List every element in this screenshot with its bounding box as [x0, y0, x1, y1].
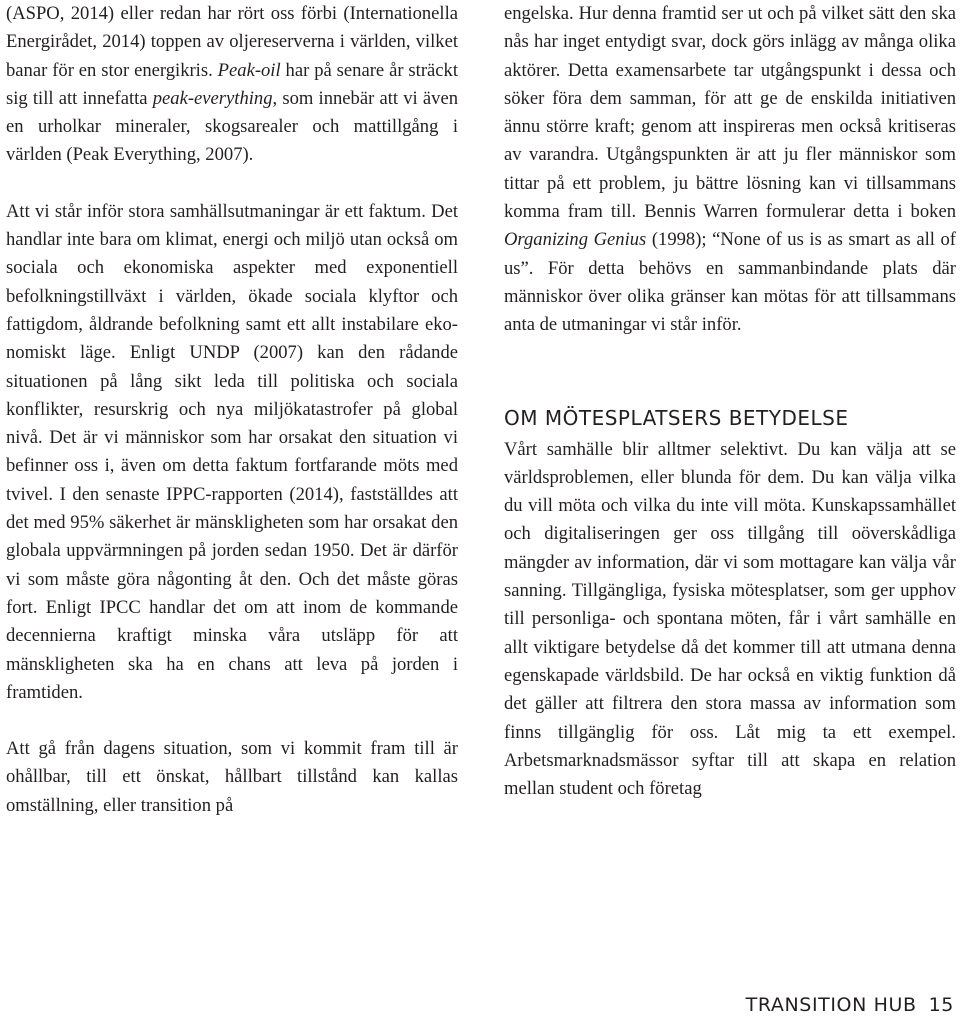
paragraph-text: (ASPO, 2014) eller redan har rört oss förbi (Internationella Energirådet, 2014) toppen av oljereserverna i världen, vilket banar för en stor energikris.: [6, 3, 458, 81]
paragraph: Att gå från dagens situation, som vi kommit fram till är ohållbar, till ett önskat, hållbart tillstånd kan kallas omställning, eller transition på: [6, 738, 458, 816]
page-footer: [746, 993, 954, 1017]
paragraph-text: har på senare år sträckt sig till att innefatta: [6, 59, 458, 109]
paragraph-text: engelska. Hur denna framtid ser ut och på vilket sätt den ska nås har inget entydigt svar, dock görs inlägg av många olika aktörer. Detta examensarbete tar utgångspunkt i dessa och söker föra dem samman, för att ge de enskilda initiativen ännu större kraft; genom att inspireras men också kritiseras av varandra. Utgångspunkten är att ju fler människor som tittar på ett problem, ju bättre lösning kan vi tillsammans komma fram till. Bennis Warren formulerar detta i boken: [504, 3, 956, 223]
italic-book-title: Organizing Genius: [504, 229, 647, 251]
paragraph-text: , som innebär att vi även en urholkar mineraler, skogsarealer och mattillgång i världen (Peak Everything, 2007).: [6, 87, 458, 166]
italic-term: peak-everything: [152, 87, 273, 109]
paragraph-text: (1998); “None of us is as smart as all of us”. För detta behövs en sammanbindande plats där människor över olika gränser kan mötas för att tillsammans anta de utmaningar vi står inför.: [504, 229, 956, 336]
paragraph: Att vi står inför stora samhällsutmaningar är ett faktum. Det handlar inte bara om klimat, energi och miljö utan också om sociala och ekonomiska aspekter med exponentiell befolkningstillväxt i världen, ökade sociala klyftor och fattigdom, åldrande befolkning samt ett allt instabilare ekonomiskt läge. Enligt UNDP (2007) kan den rådande situationen på lång sikt leda till politiska och sociala konflikter, resurskrig och nya miljökatastrofer på global nivå. Det är vi människor som har orsakat den situation vi befinner oss i, även om detta faktum fortfarande möts med tvivel. I den senaste IPPC-rapporten (2014), fastställdes att det med 95% säkerhet är mänskligheten som har orsakat den globala uppvärmningen på jorden sedan 1950. Det är därför vi som måste göra någonting åt den. Och det måste göras fort. Enligt IPCC handlar det om att inom de kommande decennierna kraftigt minska våra utsläpp för att mänskligheten ska ha en chans att leva på jorden i framtiden.: [6, 200, 458, 703]
italic-term: Peak-oil: [217, 59, 281, 81]
section-heading: OM MÖTESPLATSERS BETYDELSE: [504, 405, 849, 430]
paragraph: [6, 0, 458, 170]
paragraph: Vårt samhälle blir alltmer selektivt. Du kan välja att se världsproblemen, eller blunda för dem. Du kan välja vilka du vill möta och vilka du inte vill möta. Kunskapssamhället och digitaliseringen ger oss tillgång till oöverskådliga mängder av information, där vi som mottagare kan välja vår sanning. Tillgängliga, fysiska mötesplatser, som ger upphov till personliga- och spontana möten, får i vårt samhälle en allt viktigare betydelse då det kommer till att utmana denna egenskapade världsbild. De har också en viktig funktion då det gäller att filtrera den stora massa av information som finns tillgänglig för oss. Låt mig ta ett exempel. Arbetsmarknadsmässor syftar till att skapa en relation mellan student och företag: [504, 438, 956, 800]
publication-title: TRANSITION HUB: [745, 994, 917, 1016]
right-column: [504, 0, 956, 803]
paragraph: [504, 0, 956, 340]
page-number: 15: [928, 994, 954, 1016]
left-column: [6, 0, 458, 820]
